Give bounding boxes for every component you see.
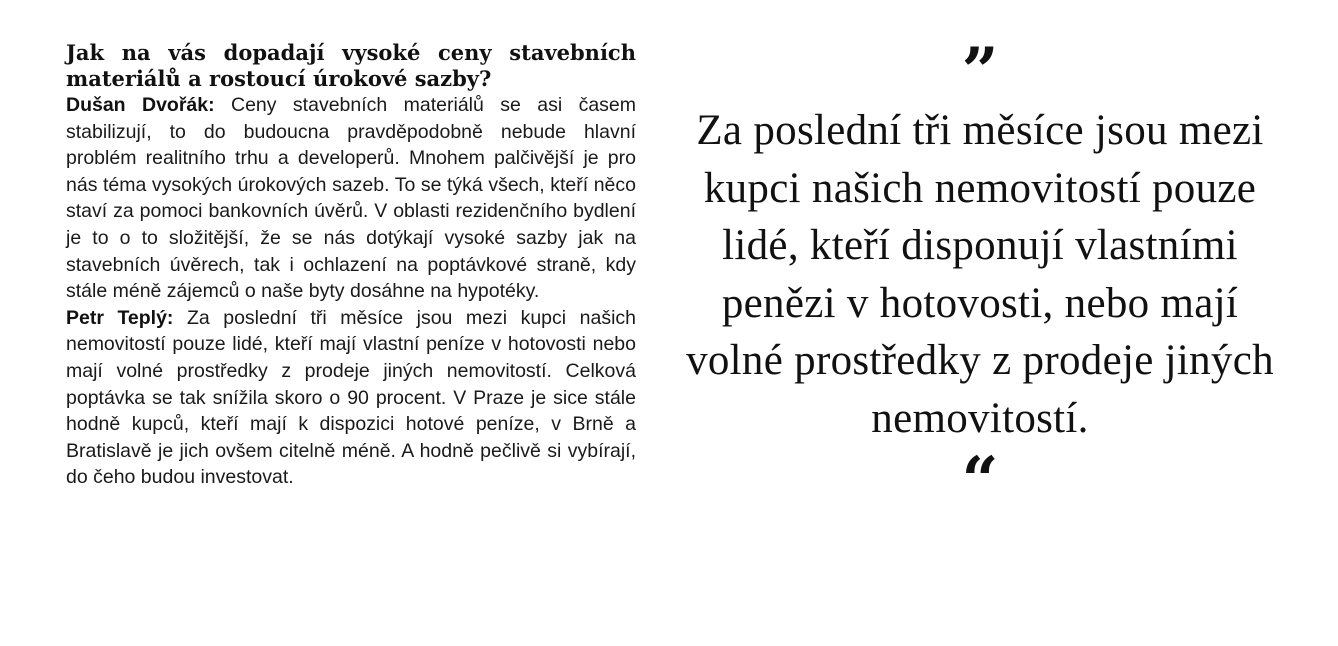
- article-column: [66, 40, 636, 491]
- pull-quote: [680, 34, 1280, 518]
- answer-text: Za poslední tři měsíce jsou mezi kupci našich nemovitostí pouze lidé, kteří mají vlastní peníze v hotovosti nebo mají volné prostředky z prodeje jiných nemovitostí. Celková poptávka se tak snížila skoro o 90 procent. V Praze je sice stále hodně kupců, kteří mají k dispozici hotové peníze, v Brně a Bratislavě je jich ovšem citelně méně. A hodně pečlivě si vybírají, do čeho budou investovat.: [66, 306, 636, 489]
- speaker-name: Dušan Dvořák:: [66, 94, 215, 116]
- interview-question: Jak na vás dopadají vysoké ceny stavebních materiálů a rostoucí úrokové sazby?: [66, 40, 636, 91]
- speaker-name: Petr Teplý:: [66, 306, 174, 329]
- answer-paragraph: [66, 305, 636, 491]
- opening-quote-mark: ”: [961, 34, 999, 109]
- answer-text: Ceny stavebních materiálů se asi časem stabilizují, to do budoucna pravděpodobně nebude hlavní problém realitního trhu a developerů. Mnohem palčivější je pro nás téma vysokých úrokových sazeb. To se týká všech, kteří něco staví za pomoci bankovních úvěrů. V oblasti rezidenčního bydlení je to o to složitější, že se nás dotýkají vysoké sazby jak na stavebních úvěrech, tak i ochlazení na poptávkové straně, kdy stále méně zájemců o naše byty dosáhne na hypotéky.: [66, 94, 636, 303]
- answer-paragraph: [66, 92, 636, 305]
- pull-quote-text: Za poslední tři měsíce jsou mezi kupci našich nemovitostí pouze lidé, kteří disponují vlastními penězi v hotovosti, nebo mají volné prostředky z prodeje jiných nemovitostí.: [686, 107, 1274, 442]
- closing-quote-mark: “: [961, 443, 999, 518]
